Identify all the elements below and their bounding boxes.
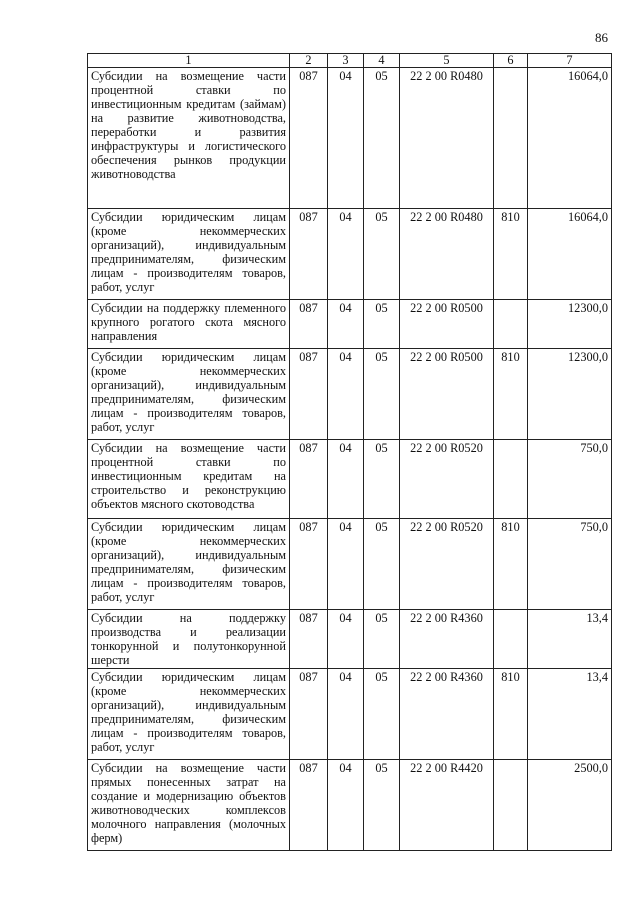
table-row: [88, 610, 612, 669]
row-sum: 16064,0: [528, 68, 612, 209]
row-name: Субсидии юридическим лицам (кроме некоммерческих организаций), индивидуальным предпринимателям, физическим лицам - производителям товаров, работ, услуг: [88, 209, 290, 300]
table-row: [88, 68, 612, 209]
budget-table: [87, 53, 612, 851]
row-ved: 087: [290, 760, 328, 851]
row-ved: 087: [290, 519, 328, 610]
table-row: [88, 669, 612, 760]
row-vr: [494, 68, 528, 209]
row-csr: 22 2 00 R0500: [400, 300, 494, 349]
table-row: [88, 519, 612, 610]
table-row: [88, 349, 612, 440]
row-csr: 22 2 00 R0520: [400, 440, 494, 519]
row-sum: 2500,0: [528, 760, 612, 851]
row-rz: 04: [328, 68, 364, 209]
row-name: Субсидии на возмещение части процентной ставки по инвестиционным кредитам на строительство и реконструкцию объектов мясного скотоводства: [88, 440, 290, 519]
row-sum: 750,0: [528, 519, 612, 610]
row-csr: 22 2 00 R4360: [400, 669, 494, 760]
row-ved: 087: [290, 669, 328, 760]
row-csr: 22 2 00 R0520: [400, 519, 494, 610]
column-header: 7: [528, 54, 612, 68]
row-vr: 810: [494, 209, 528, 300]
table-row: [88, 760, 612, 851]
row-vr: [494, 610, 528, 669]
row-ved: 087: [290, 300, 328, 349]
row-vr: 810: [494, 519, 528, 610]
row-pr: 05: [364, 760, 400, 851]
row-rz: 04: [328, 440, 364, 519]
row-sum: 12300,0: [528, 300, 612, 349]
row-name: Субсидии на поддержку племенного крупного рогатого скота мясного направления: [88, 300, 290, 349]
row-pr: 05: [364, 300, 400, 349]
row-sum: 13,4: [528, 669, 612, 760]
table-row: [88, 209, 612, 300]
row-name: Субсидии на поддержку производства и реализации тонкорунной и полутонкорунной шерсти: [88, 610, 290, 669]
row-vr: 810: [494, 349, 528, 440]
column-header: 1: [88, 54, 290, 68]
row-name: Субсидии на возмещение части прямых понесенных затрат на создание и модернизацию объектов животноводческих комплексов молочного направления (молочных ферм): [88, 760, 290, 851]
row-ved: 087: [290, 440, 328, 519]
header-row: [88, 54, 612, 68]
row-vr: [494, 300, 528, 349]
row-rz: 04: [328, 300, 364, 349]
row-sum: 13,4: [528, 610, 612, 669]
row-pr: 05: [364, 68, 400, 209]
column-header: 3: [328, 54, 364, 68]
row-csr: 22 2 00 R4360: [400, 610, 494, 669]
row-rz: 04: [328, 349, 364, 440]
row-csr: 22 2 00 R0500: [400, 349, 494, 440]
table-row: [88, 300, 612, 349]
row-sum: 16064,0: [528, 209, 612, 300]
row-ved: 087: [290, 610, 328, 669]
row-pr: 05: [364, 669, 400, 760]
column-header: 4: [364, 54, 400, 68]
row-pr: 05: [364, 610, 400, 669]
row-sum: 12300,0: [528, 349, 612, 440]
column-header: 2: [290, 54, 328, 68]
page-number: 86: [595, 30, 608, 45]
row-vr: 810: [494, 669, 528, 760]
row-vr: [494, 760, 528, 851]
row-pr: 05: [364, 440, 400, 519]
row-vr: [494, 440, 528, 519]
row-name: Субсидии юридическим лицам (кроме некоммерческих организаций), индивидуальным предпринимателям, физическим лицам - производителям товаров, работ, услуг: [88, 669, 290, 760]
table-row: [88, 440, 612, 519]
row-ved: 087: [290, 68, 328, 209]
row-rz: 04: [328, 610, 364, 669]
row-rz: 04: [328, 209, 364, 300]
row-pr: 05: [364, 349, 400, 440]
row-name: Субсидии юридическим лицам (кроме некоммерческих организаций), индивидуальным предпринимателям, физическим лицам - производителям товаров, работ, услуг: [88, 519, 290, 610]
row-pr: 05: [364, 209, 400, 300]
row-rz: 04: [328, 669, 364, 760]
row-rz: 04: [328, 519, 364, 610]
column-header: 5: [400, 54, 494, 68]
row-csr: 22 2 00 R4420: [400, 760, 494, 851]
column-header: 6: [494, 54, 528, 68]
row-rz: 04: [328, 760, 364, 851]
row-name: Субсидии на возмещение части процентной ставки по инвестиционным кредитам (займам) на развитие животноводства, переработки и развития инфраструктуры и логистического обеспечения рынков продукции животноводства: [88, 68, 290, 209]
row-sum: 750,0: [528, 440, 612, 519]
row-csr: 22 2 00 R0480: [400, 68, 494, 209]
row-pr: 05: [364, 519, 400, 610]
row-csr: 22 2 00 R0480: [400, 209, 494, 300]
row-ved: 087: [290, 349, 328, 440]
row-name: Субсидии юридическим лицам (кроме некоммерческих организаций), индивидуальным предпринимателям, физическим лицам - производителям товаров, работ, услуг: [88, 349, 290, 440]
row-ved: 087: [290, 209, 328, 300]
